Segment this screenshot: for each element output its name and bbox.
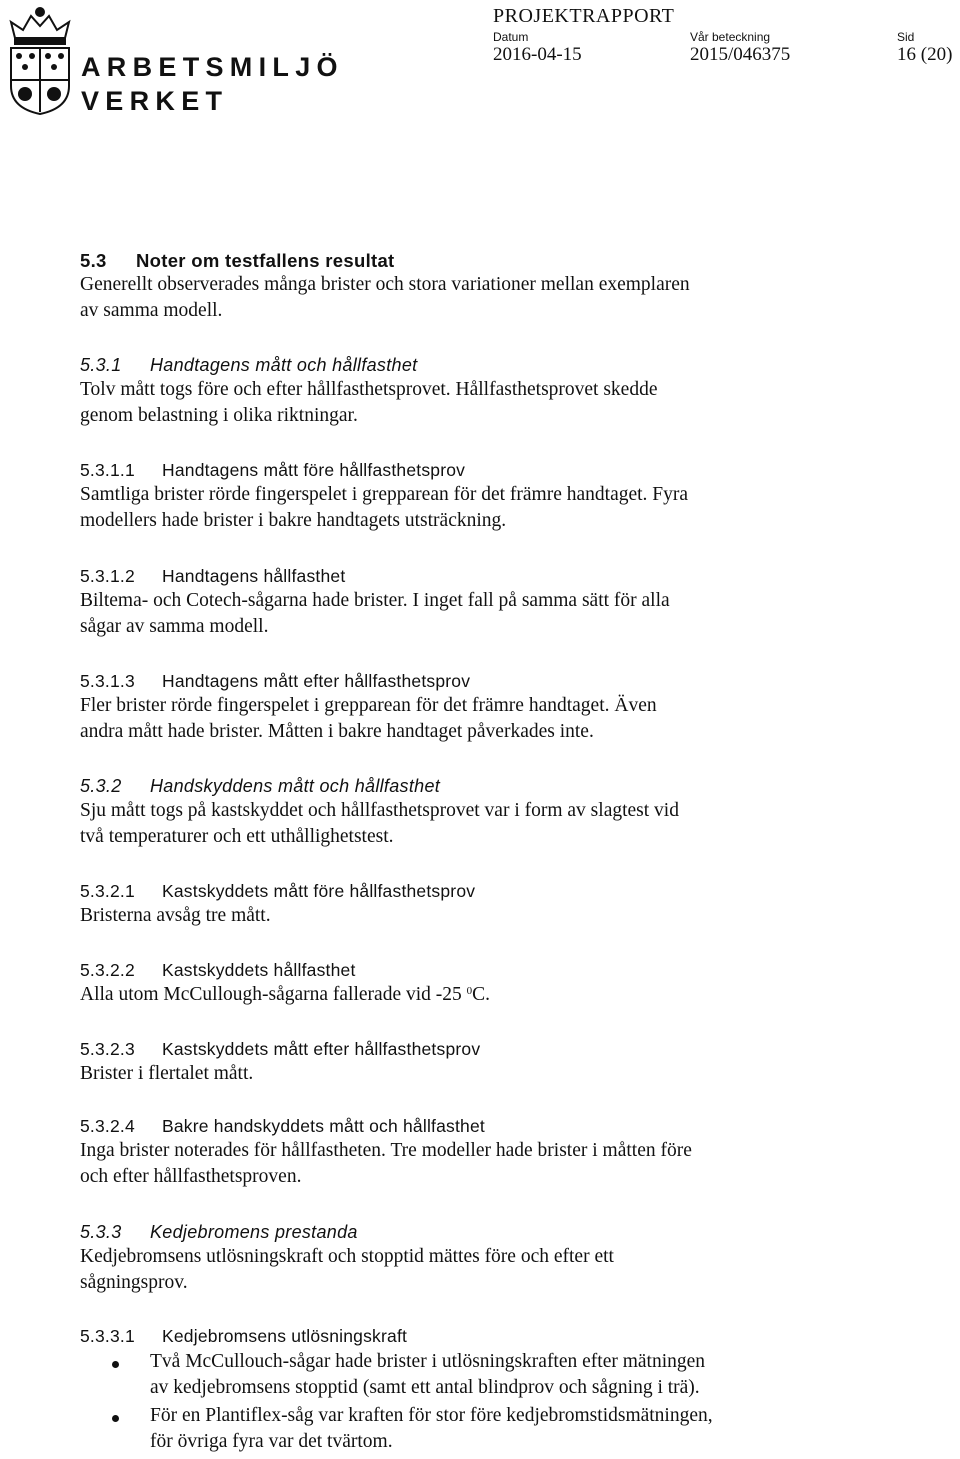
section-number: 5.3.3.1 (80, 1326, 135, 1346)
section-heading-5-3-2-1 (80, 881, 475, 902)
section-title: Handskyddens mått och hållfasthet (150, 776, 441, 796)
section-title: Noter om testfallens resultat (136, 250, 395, 271)
section-number: 5.3.2 (80, 776, 122, 796)
paragraph-line: två temperaturer och ett uthållighetstest. (80, 826, 394, 847)
paragraph-line: Biltema- och Cotech-sågarna hade brister. I inget fall på samma sätt för alla (80, 590, 670, 611)
paragraph-line: Bristerna avsåg tre mått. (80, 905, 271, 926)
list-item-line: Två McCullouch-sågar hade brister i utlösningskraften efter mätningen (150, 1351, 706, 1372)
text-segment: C. (472, 984, 491, 1005)
date-label: Datum (493, 30, 529, 44)
section-heading-5-3-1 (80, 355, 417, 376)
section-heading-5-3-1-1 (80, 460, 465, 481)
paragraph-line: sågningsprov. (80, 1272, 188, 1293)
paragraph-line: genom belastning i olika riktningar. (80, 405, 358, 426)
section-title: Bakre handskyddets mått och hållfasthet (162, 1116, 485, 1136)
section-title: Kastskyddets mått före hållfasthetsprov (162, 881, 476, 901)
swedish-coat-of-arms-logo (3, 4, 77, 116)
paragraph-line: Sju mått togs på kastskyddet och hållfasthetsprovet var i form av slagtest vid (80, 800, 679, 821)
page-label: Sid (897, 30, 915, 44)
section-heading-5-3-2-4 (80, 1116, 485, 1137)
paragraph-line: andra mått hade brister. Måtten i bakre handtaget påverkades inte. (80, 721, 594, 742)
section-heading-5-3-2-3 (80, 1039, 480, 1060)
section-title: Kastskyddets mått efter hållfasthetsprov (162, 1039, 481, 1059)
list-item-line: För en Plantiflex-såg var kraften för stor före kedjebromstidsmätningen, (150, 1405, 713, 1426)
section-number: 5.3.3 (80, 1222, 122, 1242)
reference-label: Vår beteckning (690, 30, 771, 44)
paragraph-line: modellers hade brister i bakre handtagets utsträckning. (80, 510, 507, 531)
section-title: Kedjebromens prestanda (150, 1222, 358, 1242)
section-heading-5-3-3 (80, 1222, 358, 1243)
section-number: 5.3 (80, 250, 107, 271)
paragraph-line: Samtliga brister rörde fingerspelet i grepparean för det främre handtaget. Fyra (80, 484, 689, 505)
section-heading-5-3-1-3 (80, 671, 470, 692)
section-number: 5.3.2.4 (80, 1116, 135, 1136)
date-value: 2016-04-15 (493, 44, 582, 65)
page-number: 16 (20) (897, 44, 953, 65)
paragraph-line: av samma modell. (80, 300, 223, 321)
paragraph-line: och efter hållfasthetsproven. (80, 1166, 302, 1187)
section-title: Kedjebromsens utlösningskraft (162, 1326, 408, 1346)
list-item-line: av kedjebromsens stopptid (samt ett antal blindprov och sågning i trä). (150, 1377, 700, 1398)
paragraph-line: Generellt observerades många brister och stora variationer mellan exemplaren (80, 274, 690, 295)
section-title: Handtagens mått före hållfasthetsprov (162, 460, 466, 480)
section-heading-5-3-1-2 (80, 566, 345, 587)
section-number: 5.3.2.3 (80, 1039, 135, 1059)
text-segment: Alla utom McCullough-sågarna fallerade vid -25 (80, 984, 467, 1005)
section-number: 5.3.1.3 (80, 671, 135, 691)
paragraph-line: sågar av samma modell. (80, 616, 269, 637)
paragraph-line: Tolv mått togs före och efter hållfasthetsprovet. Hållfasthetsprovet skedde (80, 379, 658, 400)
paragraph-line: Kedjebromsens utlösningskraft och stopptid mättes före och efter ett (80, 1246, 614, 1267)
section-heading-5-3-2 (80, 776, 440, 797)
paragraph-line (80, 984, 490, 1006)
agency-name-line2: VERKET (81, 86, 229, 116)
section-title: Handtagens mått och hållfasthet (150, 355, 418, 375)
paragraph-line: Inga brister noterades för hållfastheten. Tre modeller hade brister i måtten före (80, 1140, 692, 1161)
section-title: Handtagens hållfasthet (162, 566, 346, 586)
list-item-line: för övriga fyra var det tvärtom. (150, 1431, 393, 1452)
section-number: 5.3.2.1 (80, 881, 135, 901)
paragraph-line: Fler brister rörde fingerspelet i grepparean för det främre handtaget. Även (80, 695, 657, 716)
superscript-degree: 0 (466, 985, 473, 997)
section-number: 5.3.1 (80, 355, 122, 375)
paragraph-line: Brister i flertalet mått. (80, 1063, 254, 1084)
bullet-marker (112, 1361, 119, 1368)
section-number: 5.3.1.2 (80, 566, 135, 586)
bullet-marker (112, 1415, 119, 1422)
document-type: PROJEKTRAPPORT (493, 5, 675, 27)
section-number: 5.3.1.1 (80, 460, 135, 480)
section-title: Handtagens mått efter hållfasthetsprov (162, 671, 471, 691)
section-number: 5.3.2.2 (80, 960, 135, 980)
section-title: Kastskyddets hållfasthet (162, 960, 356, 980)
section-heading-5-3 (80, 250, 395, 272)
section-heading-5-3-2-2 (80, 960, 356, 981)
agency-name-line1: ARBETSMILJÖ (81, 52, 344, 82)
reference-value: 2015/046375 (690, 44, 791, 65)
section-heading-5-3-3-1 (80, 1326, 407, 1347)
